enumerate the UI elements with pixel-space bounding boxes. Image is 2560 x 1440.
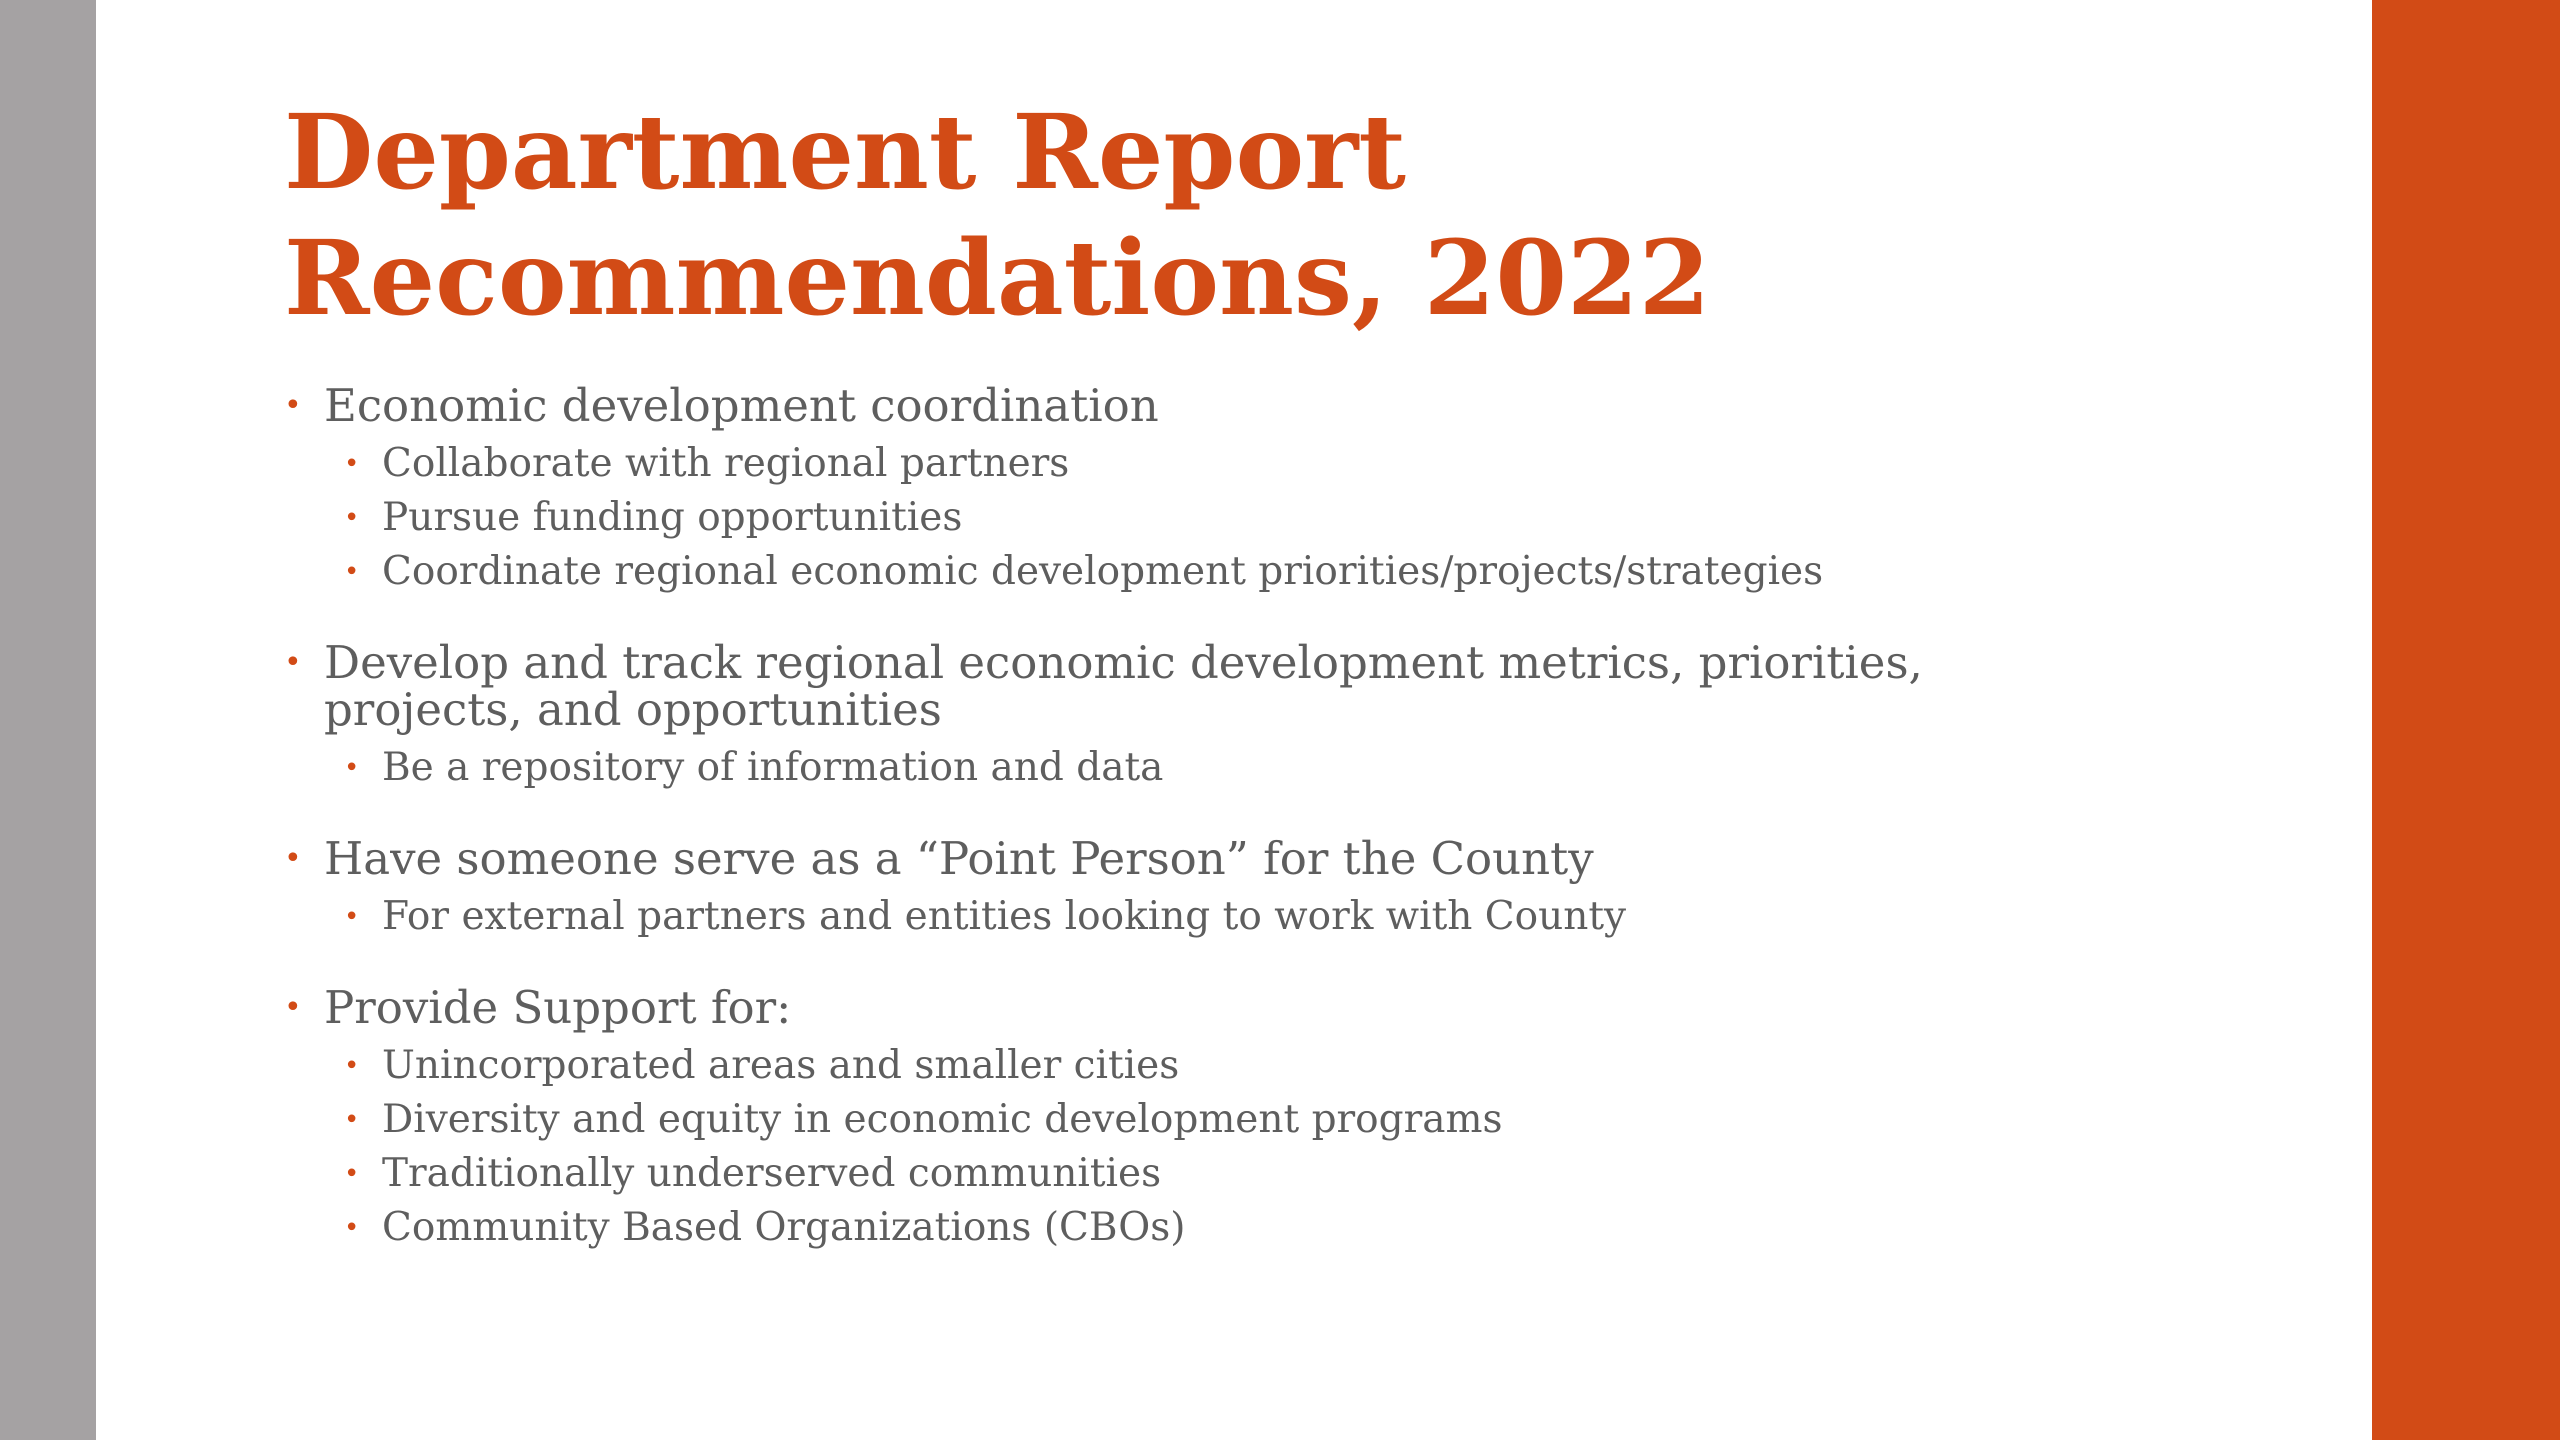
sub-bullet-icon: • — [344, 902, 360, 932]
bullet-text: Have someone serve as a “Point Person” for the County — [324, 832, 1594, 885]
sub-bullet-text: Coordinate regional economic development priorities/projects/strategies — [382, 549, 1824, 594]
sub-bullet-text: Traditionally underserved communities — [382, 1151, 1162, 1196]
bullet-icon: • — [284, 645, 302, 680]
left-accent-bar — [0, 0, 96, 1440]
sub-bullet — [324, 890, 2284, 944]
sub-bullet-icon: • — [344, 1159, 360, 1189]
sub-bullet-list — [324, 1039, 2284, 1255]
bullet-text: Economic development coordination — [324, 379, 1159, 432]
bullet-point-person — [284, 832, 2284, 944]
sub-bullet-text: Diversity and equity in economic development programs — [382, 1097, 1503, 1142]
sub-bullet — [324, 741, 2284, 795]
sub-bullet-text: For external partners and entities looking to work with County — [382, 894, 1627, 939]
slide-title — [284, 90, 2264, 342]
sub-bullet-list — [324, 890, 2284, 944]
bullet-develop-and-track-metrics — [284, 636, 2284, 795]
sub-bullet-list — [324, 437, 2284, 599]
sub-bullet-icon: • — [344, 1051, 360, 1081]
sub-bullet-list — [324, 741, 2284, 795]
sub-bullet-text: Be a repository of information and data — [382, 745, 1164, 790]
sub-bullet-text: Collaborate with regional partners — [382, 441, 1070, 486]
sub-bullet-icon: • — [344, 1105, 360, 1135]
bullet-text-line: projects, and opportunities — [324, 683, 942, 736]
title-line: Recommendations, 2022 — [284, 218, 1711, 339]
sub-bullet-icon: • — [344, 1213, 360, 1243]
bullet-icon: • — [284, 990, 302, 1025]
bullet-icon: • — [284, 388, 302, 423]
bullet-economic-development-coordination — [284, 379, 2284, 599]
sub-bullet — [324, 437, 2284, 491]
sub-bullet-icon: • — [344, 753, 360, 783]
sub-bullet — [324, 1039, 2284, 1093]
sub-bullet — [324, 1201, 2284, 1255]
bullet-provide-support — [284, 981, 2284, 1255]
sub-bullet-text: Community Based Organizations (CBOs) — [382, 1205, 1186, 1250]
sub-bullet-text: Unincorporated areas and smaller cities — [382, 1043, 1180, 1088]
sub-bullet-icon: • — [344, 449, 360, 479]
title-line: Department Report — [284, 92, 1406, 213]
bullet-icon: • — [284, 841, 302, 876]
sub-bullet — [324, 491, 2284, 545]
sub-bullet-text: Pursue funding opportunities — [382, 495, 963, 540]
bullet-text-line: Develop and track regional economic development metrics, priorities, — [324, 636, 1923, 689]
bullet-text: Provide Support for: — [324, 981, 792, 1034]
sub-bullet — [324, 1147, 2284, 1201]
right-accent-bar — [2372, 0, 2560, 1440]
sub-bullet-icon: • — [344, 557, 360, 587]
sub-bullet — [324, 545, 2284, 599]
sub-bullet-icon: • — [344, 503, 360, 533]
sub-bullet — [324, 1093, 2284, 1147]
slide-body — [284, 379, 2284, 1255]
